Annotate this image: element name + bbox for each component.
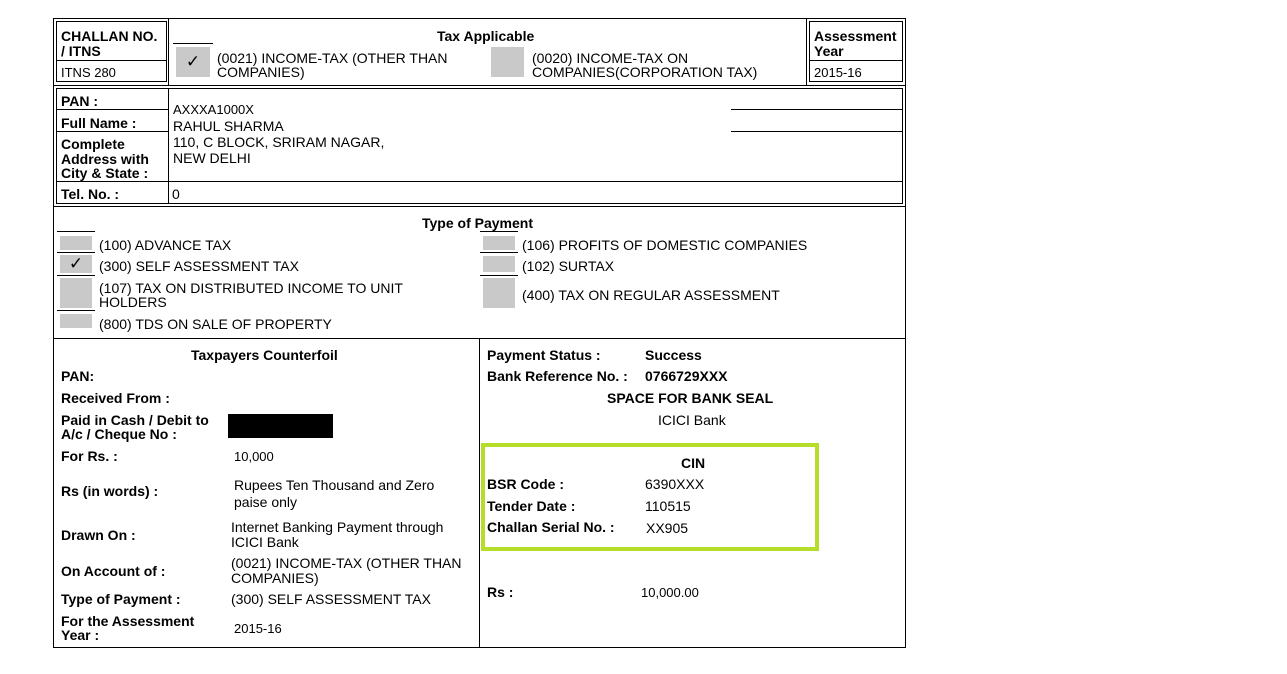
address-label-3: City & State : [61,165,149,181]
cf-for-rs-label: For Rs. : [61,448,118,464]
cheque-no-redaction [228,414,333,438]
bsr-value: 6390XXX [645,476,705,492]
pan-value: AXXXA1000X [173,102,254,117]
payment-type-title: Type of Payment [422,215,533,231]
tender-date-value: 110515 [645,498,691,514]
cf-ay-value: 2015-16 [234,621,282,636]
counterfoil-title: Taxpayers Counterfoil [191,347,338,363]
payment-106-checkbox[interactable] [483,236,515,250]
cf-type-label: Type of Payment : [61,591,181,607]
bank-rs-value: 10,000.00 [641,585,699,600]
tender-date-label: Tender Date : [487,498,576,514]
payment-100-label: (100) ADVANCE TAX [99,237,232,253]
tax-option-0021-label: (0021) INCOME-TAX (OTHER THAN [217,50,448,66]
cf-ay-label-2: Year : [61,627,100,643]
cf-account-value-2: COMPANIES) [231,570,319,586]
pan-label: PAN : [61,93,99,109]
tax-option-0021-label-2: COMPANIES) [217,64,305,80]
address-label: Complete [61,136,125,152]
bank-ref-label: Bank Reference No. : [487,368,628,384]
assessment-year-value: 2015-16 [814,65,862,80]
cf-received-label: Received From : [61,390,170,406]
payment-800-checkbox[interactable] [60,314,92,328]
payment-107-label-2: HOLDERS [99,294,167,310]
tax-option-0021-checkbox[interactable]: ✓ [176,47,210,77]
tel-label: Tel. No. : [61,186,120,202]
payment-106-label: (106) PROFITS OF DOMESTIC COMPANIES [522,237,808,253]
cf-type-value: (300) SELF ASSESSMENT TAX [231,591,431,607]
cf-account-value: (0021) INCOME-TAX (OTHER THAN [231,555,462,571]
cf-paid-label-2: A/c / Cheque No : [61,426,177,442]
bank-rs-label: Rs : [487,584,514,600]
cf-paid-label: Paid in Cash / Debit to [61,412,209,428]
year-label: Year [814,43,844,59]
payment-800-label: (800) TDS ON SALE OF PROPERTY [99,316,332,332]
cf-words-label: Rs (in words) : [61,483,159,499]
cf-drawn-value: Internet Banking Payment through [231,519,444,535]
payment-107-label: (107) TAX ON DISTRIBUTED INCOME TO UNIT [99,280,403,296]
tax-applicable-title: Tax Applicable [437,28,535,44]
challan-label: CHALLAN NO. [61,28,158,44]
cin-title: CIN [681,455,706,471]
assessment-label: Assessment [814,28,897,44]
payment-100-checkbox[interactable] [60,236,92,250]
payment-102-checkbox[interactable] [483,256,515,272]
tax-option-0020-label-2: COMPANIES(CORPORATION TAX) [532,64,758,80]
payment-300-label: (300) SELF ASSESSMENT TAX [99,258,299,274]
address-label-2: Address with [61,151,149,167]
payment-400-label: (400) TAX ON REGULAR ASSESSMENT [522,287,780,303]
payment-400-checkbox[interactable] [483,278,515,308]
full-name-value: RAHUL SHARMA [173,118,284,134]
address-line-1: 110, C BLOCK, SRIRAM NAGAR, [173,134,385,150]
payment-107-checkbox[interactable] [60,278,92,308]
bank-name: ICICI Bank [658,412,726,428]
itns-label: / ITNS [61,43,101,59]
payment-status-value: Success [645,347,702,363]
cf-drawn-value-2: ICICI Bank [231,534,299,550]
payment-status-label: Payment Status : [487,347,601,363]
bank-seal-title: SPACE FOR BANK SEAL [607,390,774,406]
challan-serial-value: XX905 [646,520,689,536]
cf-drawn-label: Drawn On : [61,527,136,543]
tax-option-0020-checkbox[interactable] [491,47,524,77]
full-name-label: Full Name : [61,115,137,131]
bsr-label: BSR Code : [487,476,564,492]
cf-account-label: On Account of : [61,563,166,579]
challan-serial-label: Challan Serial No. : [487,519,615,535]
cf-words-value-2: paise only [234,494,298,510]
payment-300-checkbox[interactable]: ✓ [60,255,92,273]
cf-pan-label: PAN: [61,368,95,384]
tax-option-0020-label: (0020) INCOME-TAX ON [532,50,689,66]
bank-ref-value: 0766729XXX [645,368,728,384]
tel-value: 0 [172,186,180,202]
payment-102-label: (102) SURTAX [522,258,615,274]
cf-for-rs-value: 10,000 [234,449,274,464]
challan-value: ITNS 280 [61,65,116,80]
cf-words-value: Rupees Ten Thousand and Zero [234,477,435,493]
address-line-2: NEW DELHI [173,150,251,166]
cf-ay-label: For the Assessment [61,613,195,629]
